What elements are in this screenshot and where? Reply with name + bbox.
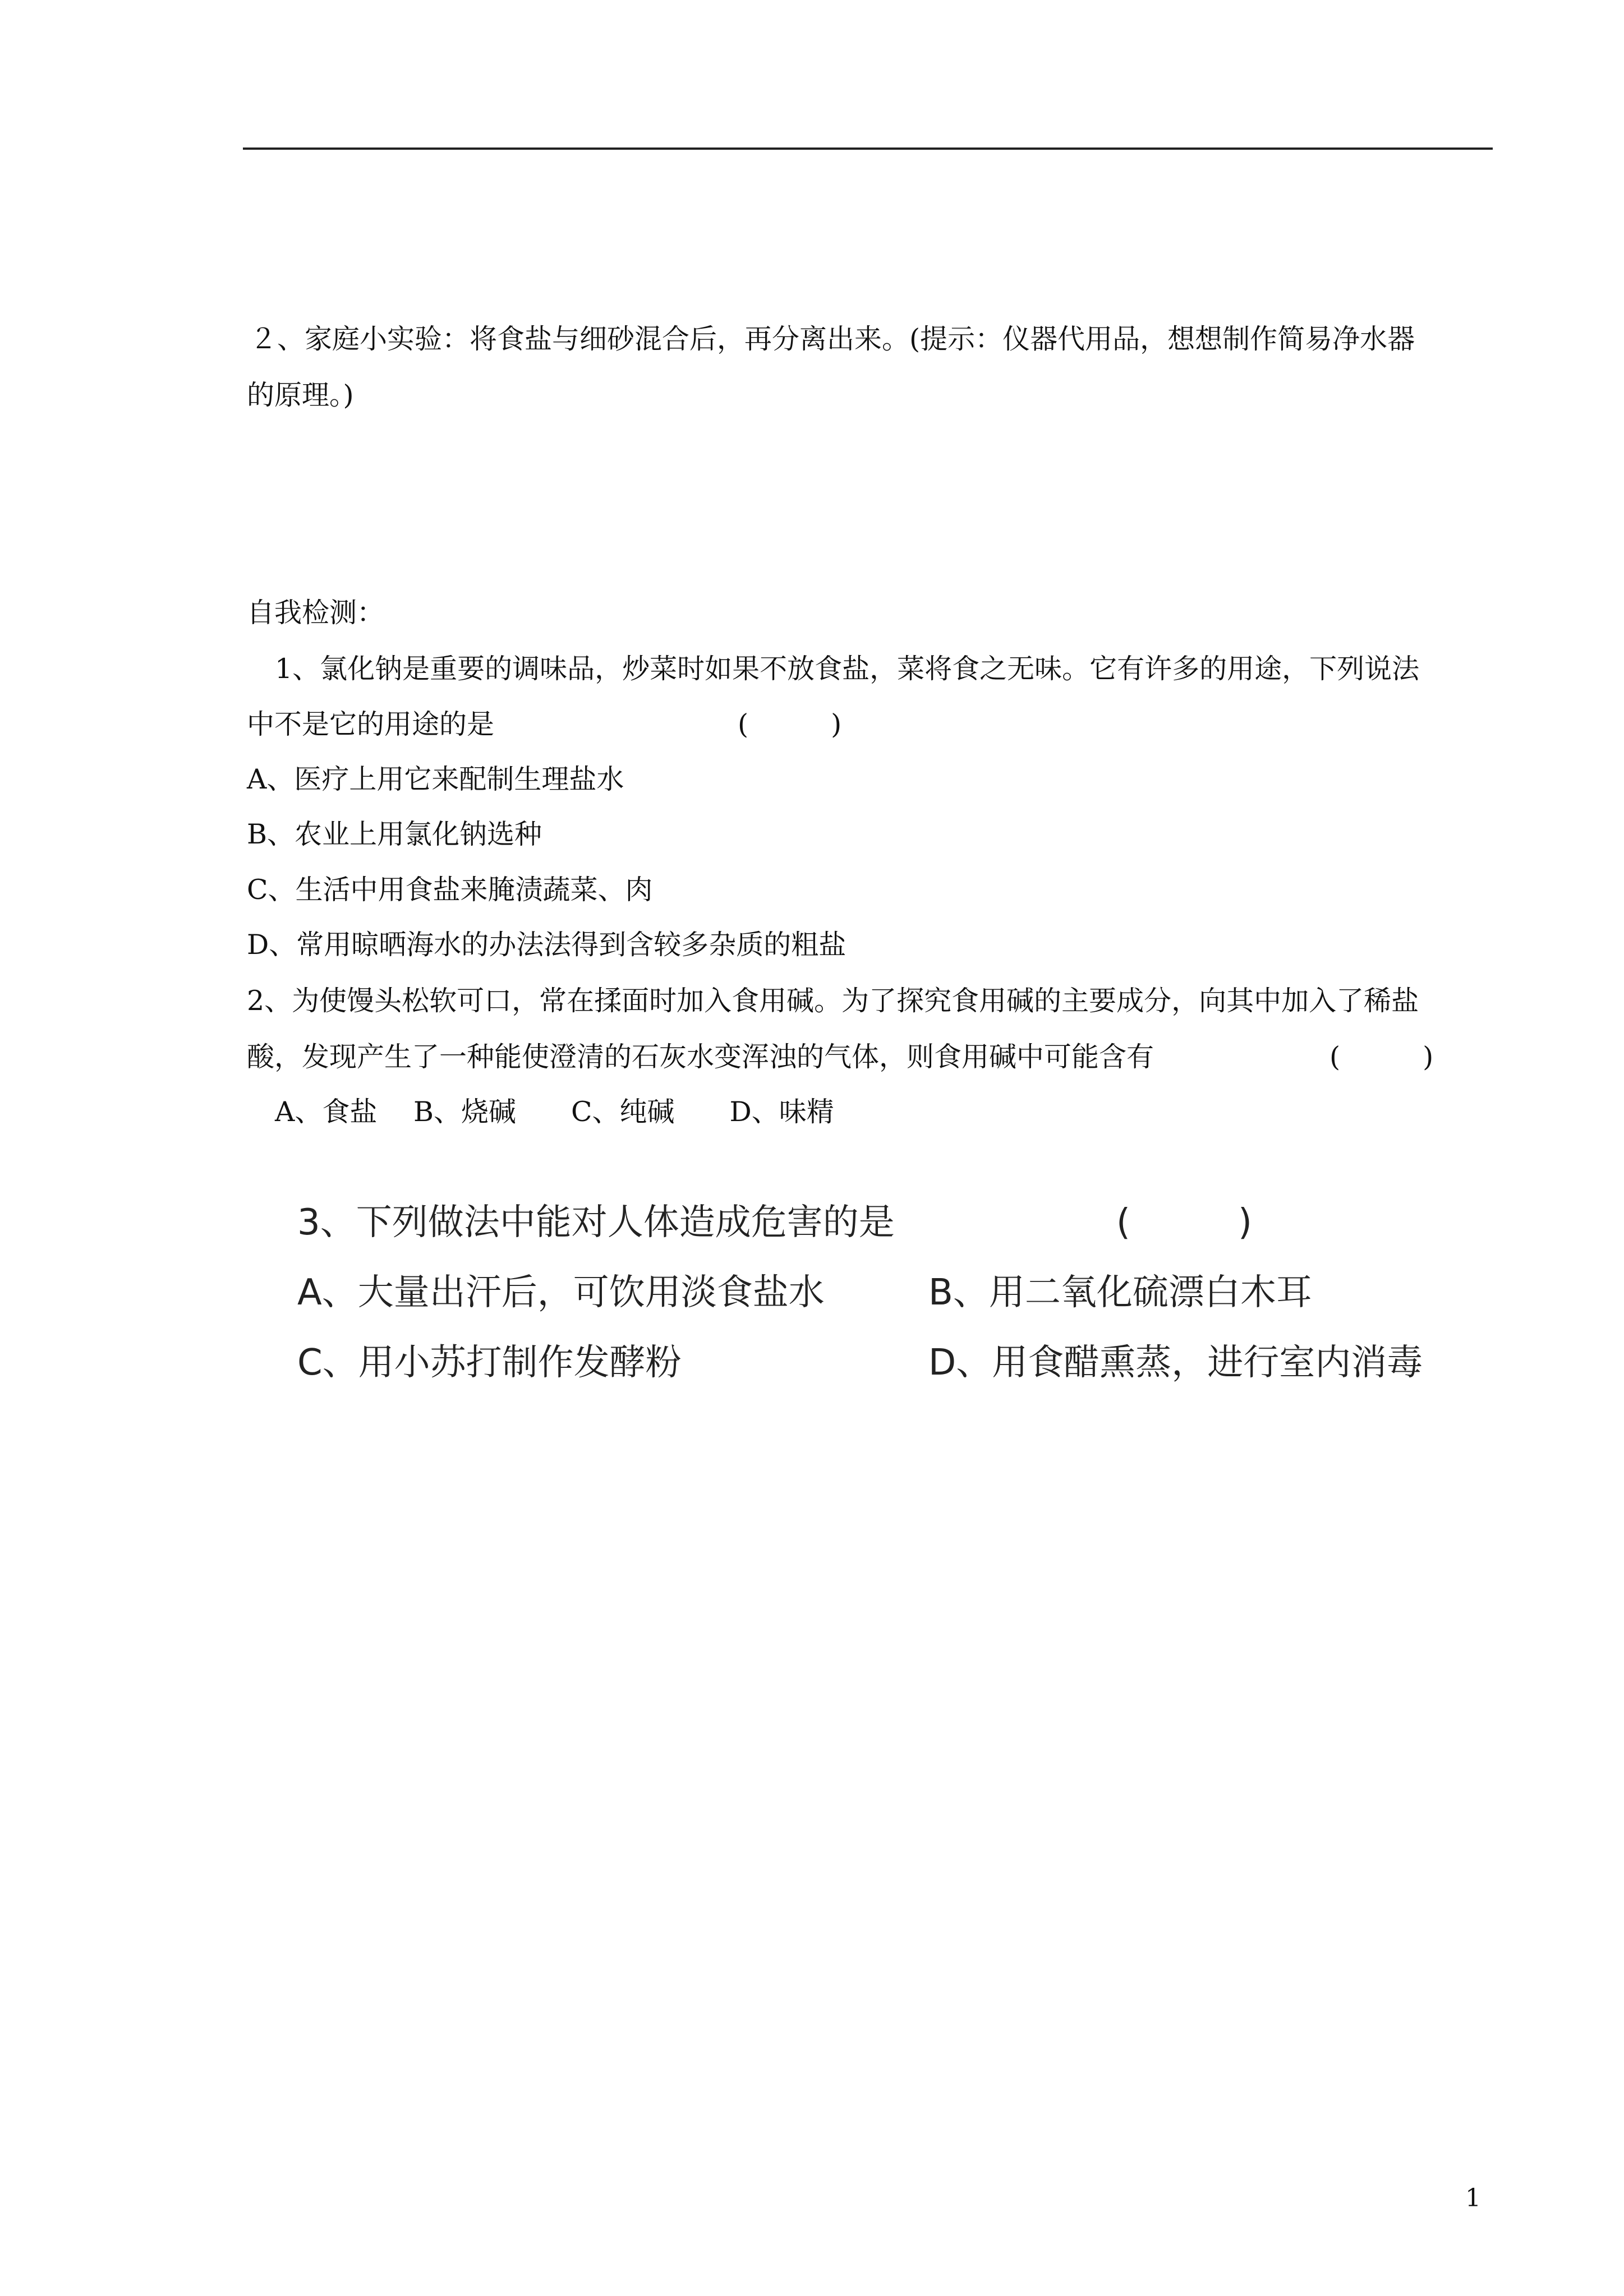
- q1-stem-line-2: 中不是它的用途的是: [247, 708, 495, 740]
- q3-option-d: D、用食醋熏蒸，进行室内消毒: [928, 1342, 1423, 1384]
- q1-answer-paren: ( ): [738, 708, 842, 740]
- q3-answer-paren: ( ): [1116, 1202, 1252, 1243]
- q2-stem-line-1: 2、为使馒头松软可口，常在揉面时加入食用碱。为了探究食用碱的主要成分，向其中加入了稀盐: [247, 985, 1419, 1017]
- header-rule: [243, 147, 1493, 150]
- q2-options: A、食盐 B、烧碱 C、纯碱 D、味精: [275, 1096, 834, 1128]
- experiment-line-1: ２、家庭小实验：将食盐与细砂混合后，再分离出来。(提示：仪器代用品，想想制作简易净水器: [250, 323, 1415, 355]
- experiment-line-2: 的原理。): [247, 379, 354, 411]
- q2-stem-line-2: 酸，发现产生了一种能使澄清的石灰水变浑浊的气体，则食用碱中可能含有: [247, 1041, 1154, 1073]
- page-number: 1: [1465, 2184, 1481, 2212]
- self-test-heading: 自我检测：: [247, 597, 385, 629]
- q3-stem: 3、下列做法中能对人体造成危害的是: [297, 1202, 895, 1243]
- q3-option-b: B、用二氧化硫漂白木耳: [928, 1272, 1312, 1313]
- q2-answer-paren: ( ): [1329, 1041, 1434, 1073]
- q1-option-d: D、常用晾晒海水的办法法得到含较多杂质的粗盐: [247, 929, 846, 961]
- q3-option-c: C、用小苏打制作发酵粉: [297, 1342, 682, 1384]
- q1-option-a: A、医疗上用它来配制生理盐水: [247, 763, 624, 795]
- q3-scanned-image: [297, 1200, 1459, 1385]
- q1-option-c: C、生活中用食盐来腌渍蔬菜、肉: [247, 874, 653, 906]
- q3-option-a: A、大量出汗后，可饮用淡食盐水: [297, 1272, 825, 1313]
- q1-stem-line-1: 1、氯化钠是重要的调味品，炒菜时如果不放食盐，菜将食之无味。它有许多的用途，下列说法: [275, 653, 1420, 685]
- q1-option-b: B、农业上用氯化钠选种: [247, 818, 542, 850]
